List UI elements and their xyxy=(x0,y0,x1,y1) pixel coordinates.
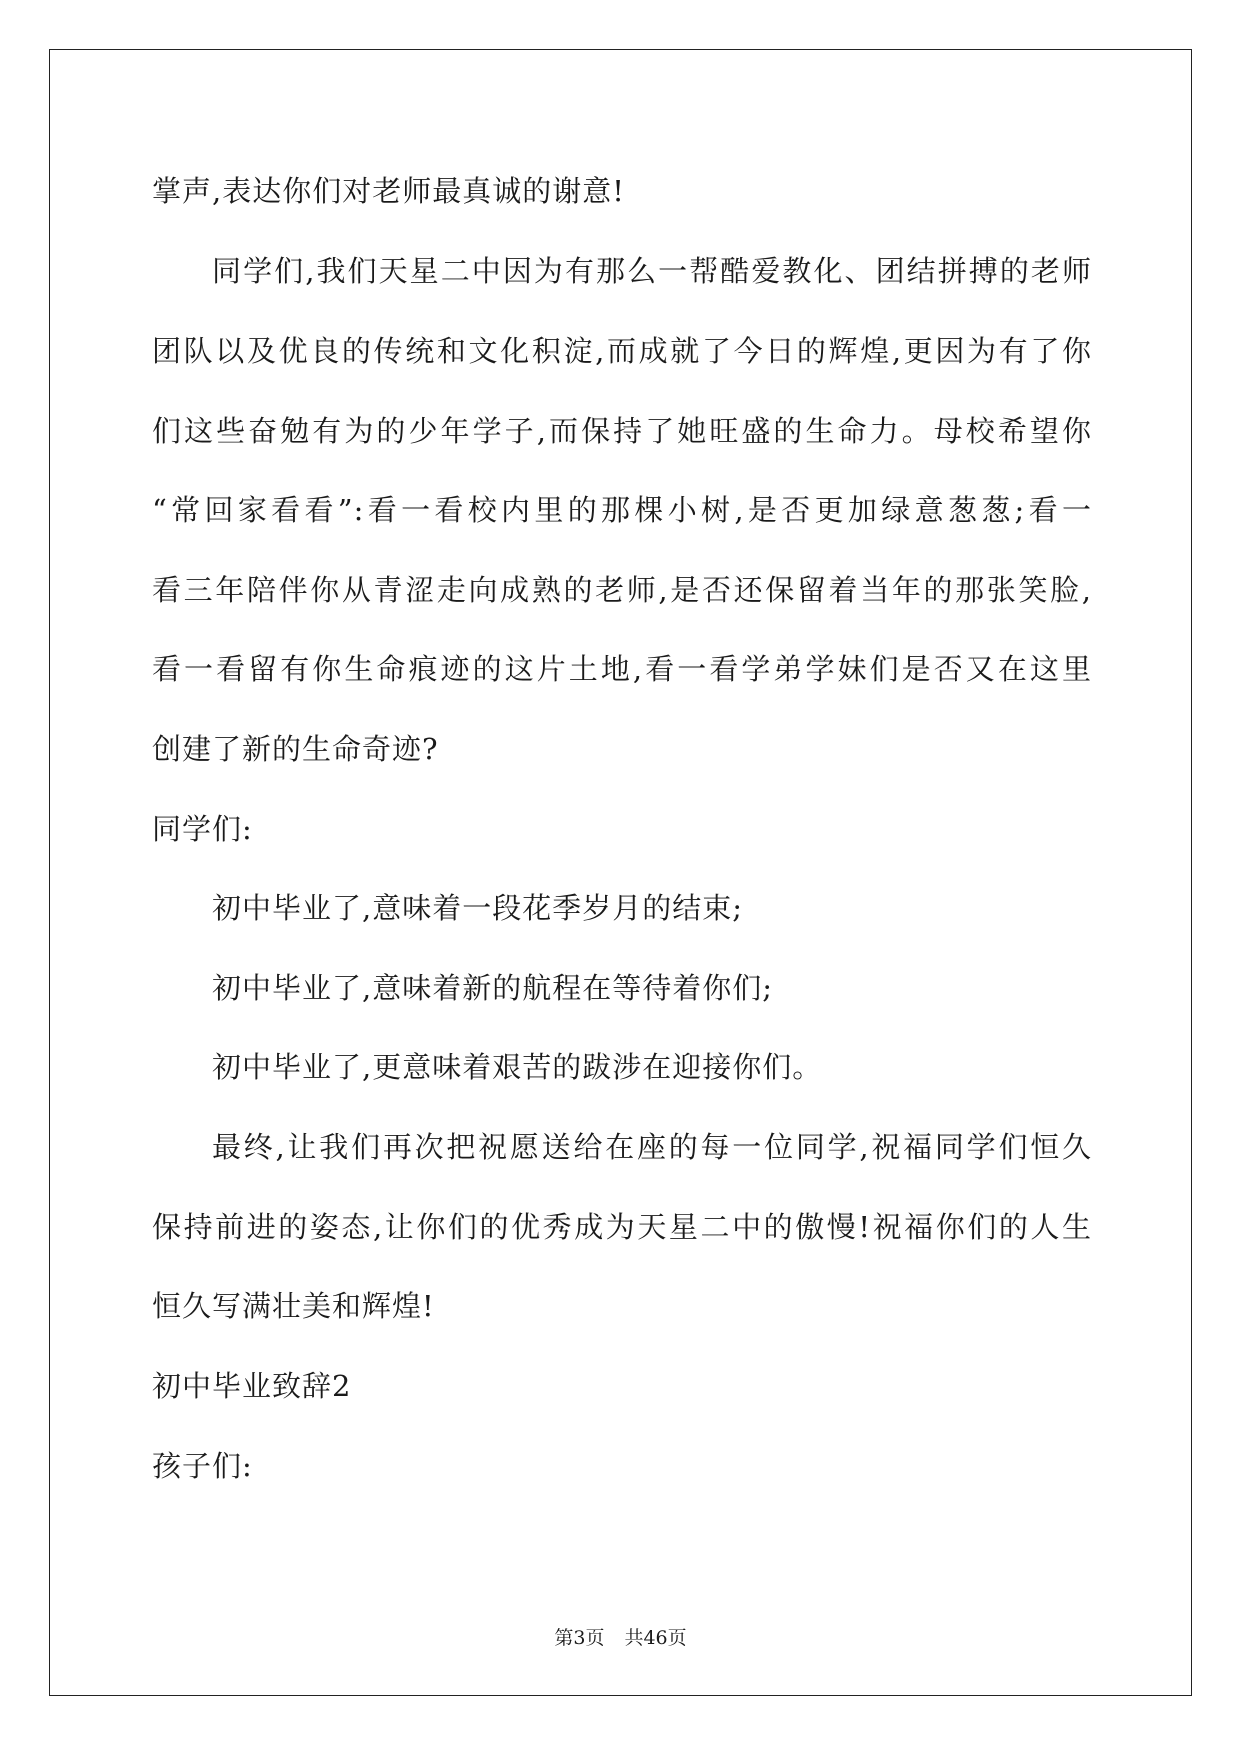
text-line: 恒久写满壮美和辉煌! xyxy=(152,1289,435,1323)
text-line: 孩子们: xyxy=(152,1449,253,1483)
text-line: 保持前进的姿态,让你们的优秀成为天星二中的傲慢!祝福你们的人生 xyxy=(152,1210,1092,1244)
text-line: 同学们,我们天星二中因为有那么一帮酷爱教化、团结拼搏的老师 xyxy=(212,254,1092,288)
text-line: 初中毕业了,更意味着艰苦的跋涉在迎接你们。 xyxy=(212,1050,823,1084)
text-line: 同学们: xyxy=(152,812,253,846)
page-total: 共46页 xyxy=(624,1627,687,1649)
page-number: 第3页 xyxy=(554,1627,605,1649)
text-line: 看一看留有你生命痕迹的这片土地,看一看学弟学妹们是否又在这里 xyxy=(152,652,1092,686)
text-line: 团队以及优良的传统和文化积淀,而成就了今日的辉煌,更因为有了你 xyxy=(152,334,1092,368)
text-line: 最终,让我们再次把祝愿送给在座的每一位同学,祝福同学们恒久 xyxy=(212,1130,1092,1164)
text-line: 们这些奋勉有为的少年学子,而保持了她旺盛的生命力。母校希望你 xyxy=(152,414,1092,448)
page-footer xyxy=(0,1626,1241,1650)
text-line: 创建了新的生命奇迹? xyxy=(152,732,439,766)
text-line: 掌声,表达你们对老师最真诚的谢意! xyxy=(152,174,625,208)
text-line: 初中毕业了,意味着新的航程在等待着你们; xyxy=(212,971,773,1005)
text-line: 初中毕业了,意味着一段花季岁月的结束; xyxy=(212,891,743,925)
text-line: 初中毕业致辞2 xyxy=(152,1369,352,1403)
text-line: 看三年陪伴你从青涩走向成熟的老师,是否还保留着当年的那张笑脸, xyxy=(152,573,1092,607)
text-line: “常回家看看”:看一看校内里的那棵小树,是否更加绿意葱葱;看一 xyxy=(152,493,1092,527)
